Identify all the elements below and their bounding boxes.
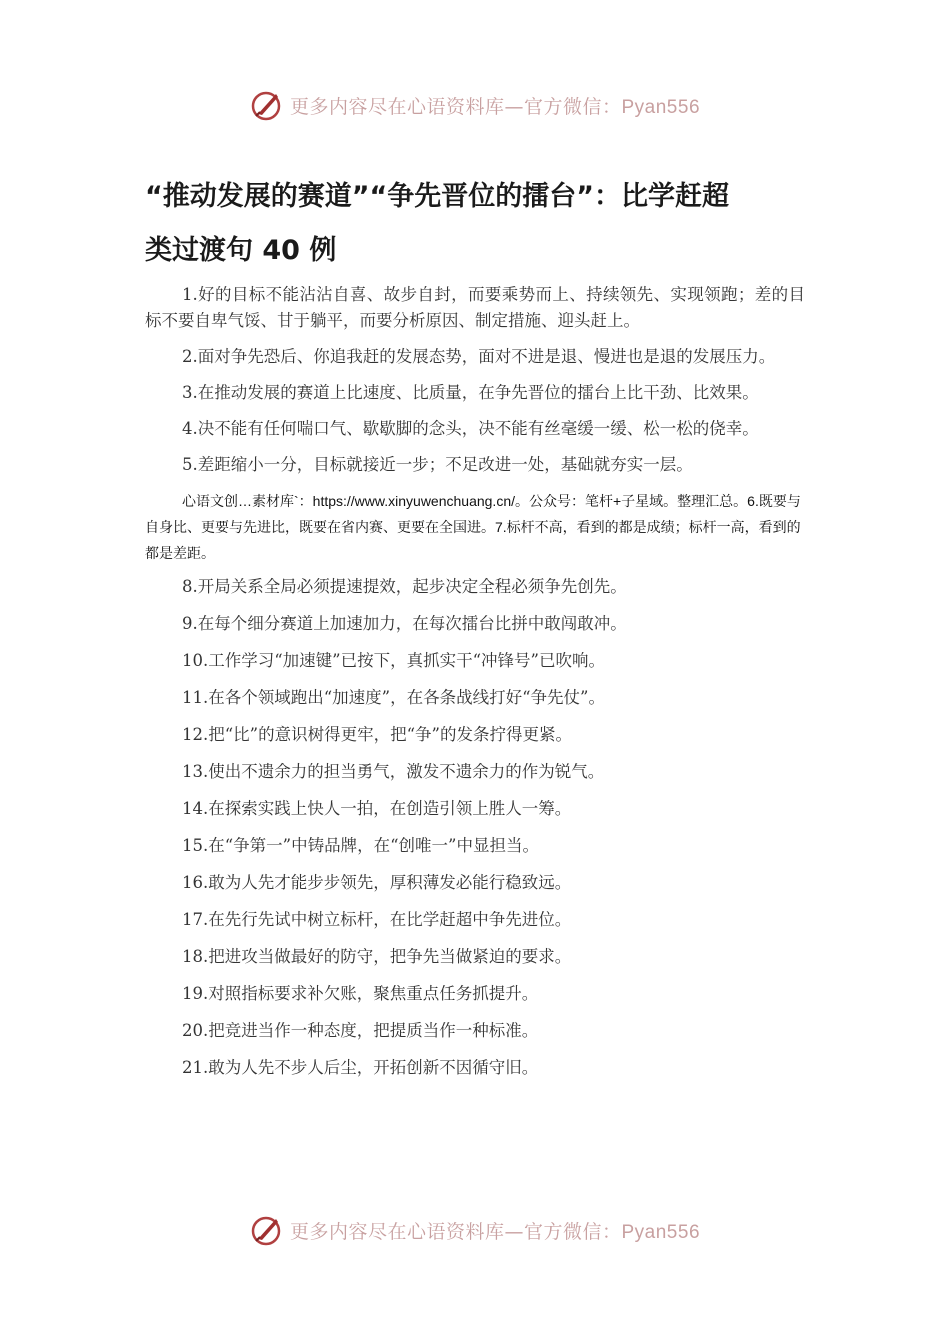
quill-pen-logo-icon	[250, 88, 284, 122]
list-item: 21.敢为人先不步人后尘，开拓创新不因循守旧。	[182, 1058, 539, 1077]
footer-banner	[0, 1210, 950, 1250]
list-item: 12.把“比”的意识树得更牢，把“争”的发条拧得更紧。	[182, 725, 572, 744]
list-item: 8.开局关系全局必须提速提效，起步决定全程必须争先创先。	[182, 577, 627, 596]
page-title	[145, 170, 815, 278]
list-item: 19.对照指标要求补欠账，聚焦重点任务抓提升。	[182, 984, 539, 1003]
paragraph: 4.决不能有任何喘口气、歇歇脚的念头，决不能有丝毫缓一缓、松一松的侥幸。	[182, 419, 759, 438]
list-item: 10.工作学习“加速键”已按下，真抓实干“冲锋号”已吹响。	[182, 651, 605, 670]
paragraph: 5.差距缩小一分，目标就接近一步；不足改进一处，基础就夯实一层。	[182, 455, 693, 474]
list-item: 17.在先行先试中树立标杆，在比学赶超中争先进位。	[182, 910, 572, 929]
list-item: 13.使出不遗余力的担当勇气，激发不遗余力的作为锐气。	[182, 762, 605, 781]
paragraph: 2.面对争先恐后、你追我赶的发展态势，面对不进是退、慢进也是退的发展压力。	[182, 347, 776, 366]
paragraph: 1.好的目标不能沾沾自喜、故步自封，而要乘势而上、持续领先、实现领跑；差的目标不要自卑气馁、甘于躺平，而要分析原因、制定措施、迎头赶上。	[145, 285, 805, 330]
paragraph: 3.在推动发展的赛道上比速度、比质量，在争先晋位的擂台上比干劲、比效果。	[182, 383, 759, 402]
list-item: 16.敢为人先才能步步领先，厚积薄发必能行稳致远。	[182, 873, 572, 892]
list-item: 20.把竞进当作一种态度，把提质当作一种标准。	[182, 1021, 539, 1040]
title-line-2: 类过渡句 40 例	[145, 235, 337, 266]
title-line-1: “推动发展的赛道”“争先晋位的擂台”：比学赶超	[145, 181, 729, 212]
wechat-id: Pyan556	[621, 1221, 701, 1243]
list-item: 14.在探索实践上快人一拍，在创造引领上胜人一筹。	[182, 799, 572, 818]
list-item: 9.在每个细分赛道上加速加力，在每次擂台比拼中敢闯敢冲。	[182, 614, 627, 633]
banner-text: 更多内容尽在心语资料库—官方微信：Pyan556	[289, 95, 701, 118]
list-item: 18.把进攻当做最好的防守，把争先当做紧迫的要求。	[182, 947, 572, 966]
source-note: 心语文创…素材库`：https://www.xinyuwenchuang.cn/。公众号：笔杆+子星域。整理汇总。6.既要与自身比、更要与先进比，既要在省内赛、更要在全国进。7.标杆不高，看到的都是成绩；标杆一高，看到的都是差距。	[145, 493, 801, 561]
quill-pen-logo-icon	[250, 1213, 284, 1247]
banner-text: 更多内容尽在心语资料库—官方微信：Pyan556	[289, 1220, 701, 1243]
header-banner	[0, 85, 950, 125]
list-item: 11.在各个领域跑出“加速度”，在各条战线打好“争先仗”。	[182, 688, 605, 707]
article-body	[145, 282, 805, 1092]
wechat-id: Pyan556	[621, 96, 701, 118]
list-item: 15.在“争第一”中铸品牌，在“创唯一”中显担当。	[182, 836, 539, 855]
